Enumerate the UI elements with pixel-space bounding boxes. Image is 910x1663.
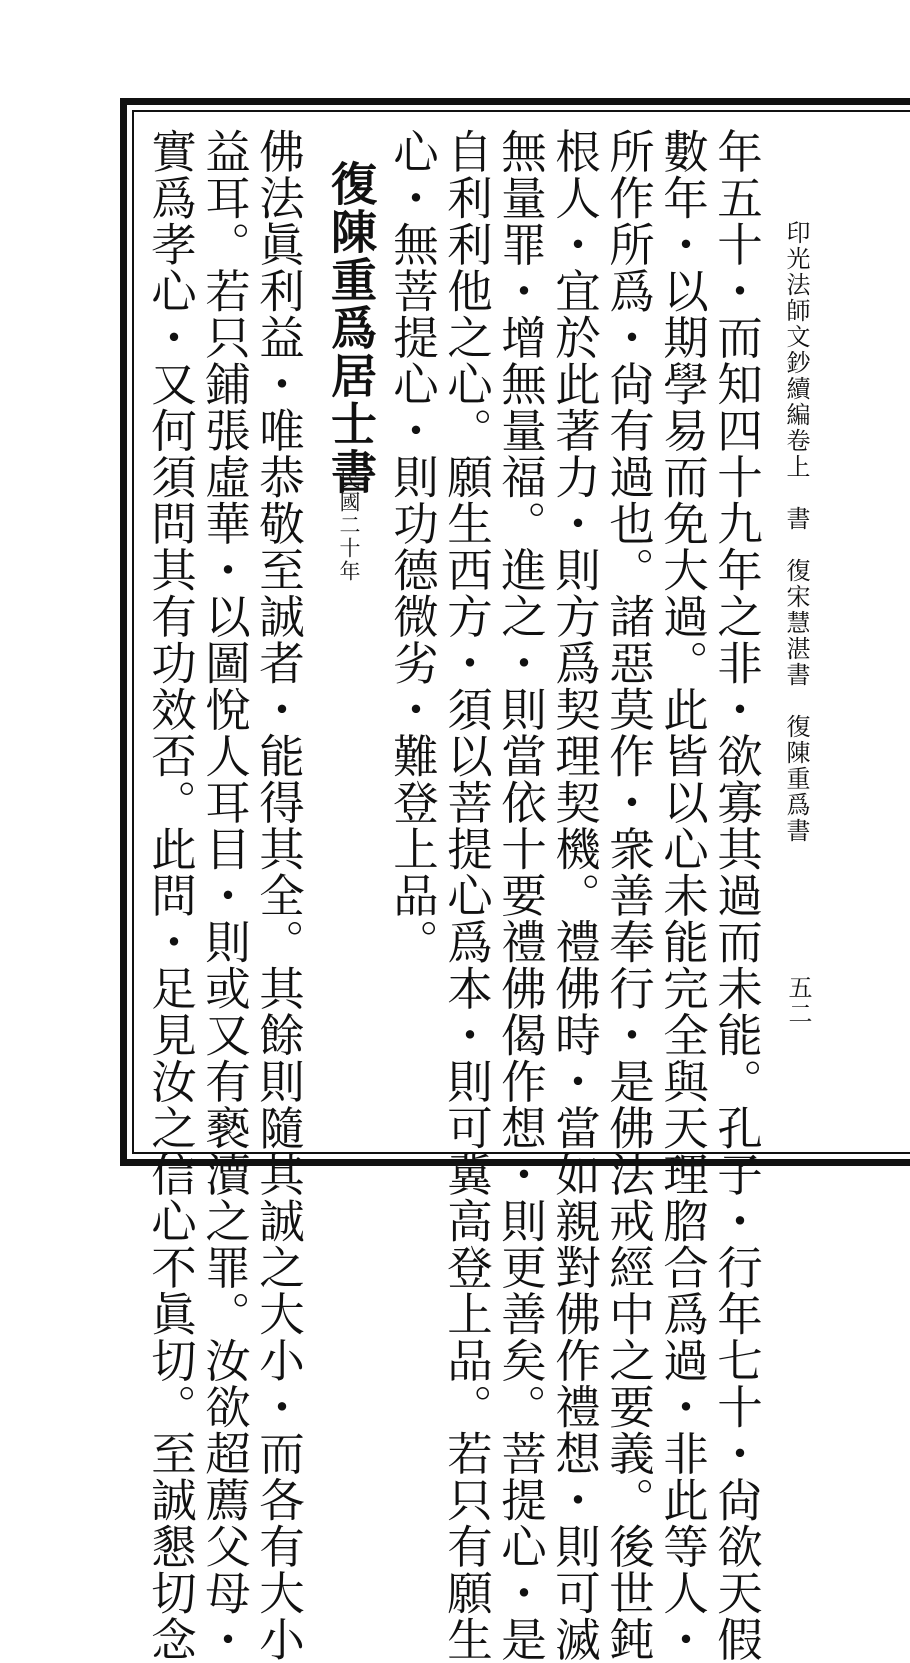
text-column: 心・無菩提心・則功德微劣・難登上品。 xyxy=(386,128,440,965)
letter-title: 復陳重爲居士書 xyxy=(324,160,378,496)
letter-date: 民國二十年 xyxy=(337,468,361,583)
text-column: 實爲孝心・又何須問其有功效否。此問・足見汝之信心不眞切。至誠懇切念 xyxy=(144,128,198,1663)
text-column: 佛法眞利益・唯恭敬至誠者・能得其全。其餘則隨其誠之大小・而各有大小 xyxy=(252,128,306,1663)
running-head: 印光法師文鈔續編卷上 書 復宋慧湛書 復陳重爲書 xyxy=(782,220,810,844)
text-column: 數年・以期學易而免大過。此皆以心未能完全與天理脗合爲過・非此等人・ xyxy=(656,128,710,1663)
text-column: 所作所爲・尙有過也。諸惡莫作・衆善奉行・是佛法戒經中之要義。後世鈍 xyxy=(602,128,656,1663)
text-column: 無量罪・增無量福。進之・則當依十要禮佛偈作想・則更善矣。菩提心・是 xyxy=(494,128,548,1663)
text-column: 根人・宜於此著力・則方爲契理契機。禮佛時・當如親對佛作禮想・則可滅 xyxy=(548,128,602,1663)
text-column: 益耳。若只鋪張虛華・以圖悅人耳目・則或又有褻瀆之罪。汝欲超薦父母・ xyxy=(198,128,252,1663)
text-column: 年五十・而知四十九年之非・欲寡其過而未能。孔子・行年七十・尙欲天假 xyxy=(710,128,764,1663)
text-column: 自利利他之心。願生西方・須以菩提心爲本・則可冀高登上品。若只有願生 xyxy=(440,128,494,1663)
page-number: 五二 xyxy=(784,975,812,1027)
